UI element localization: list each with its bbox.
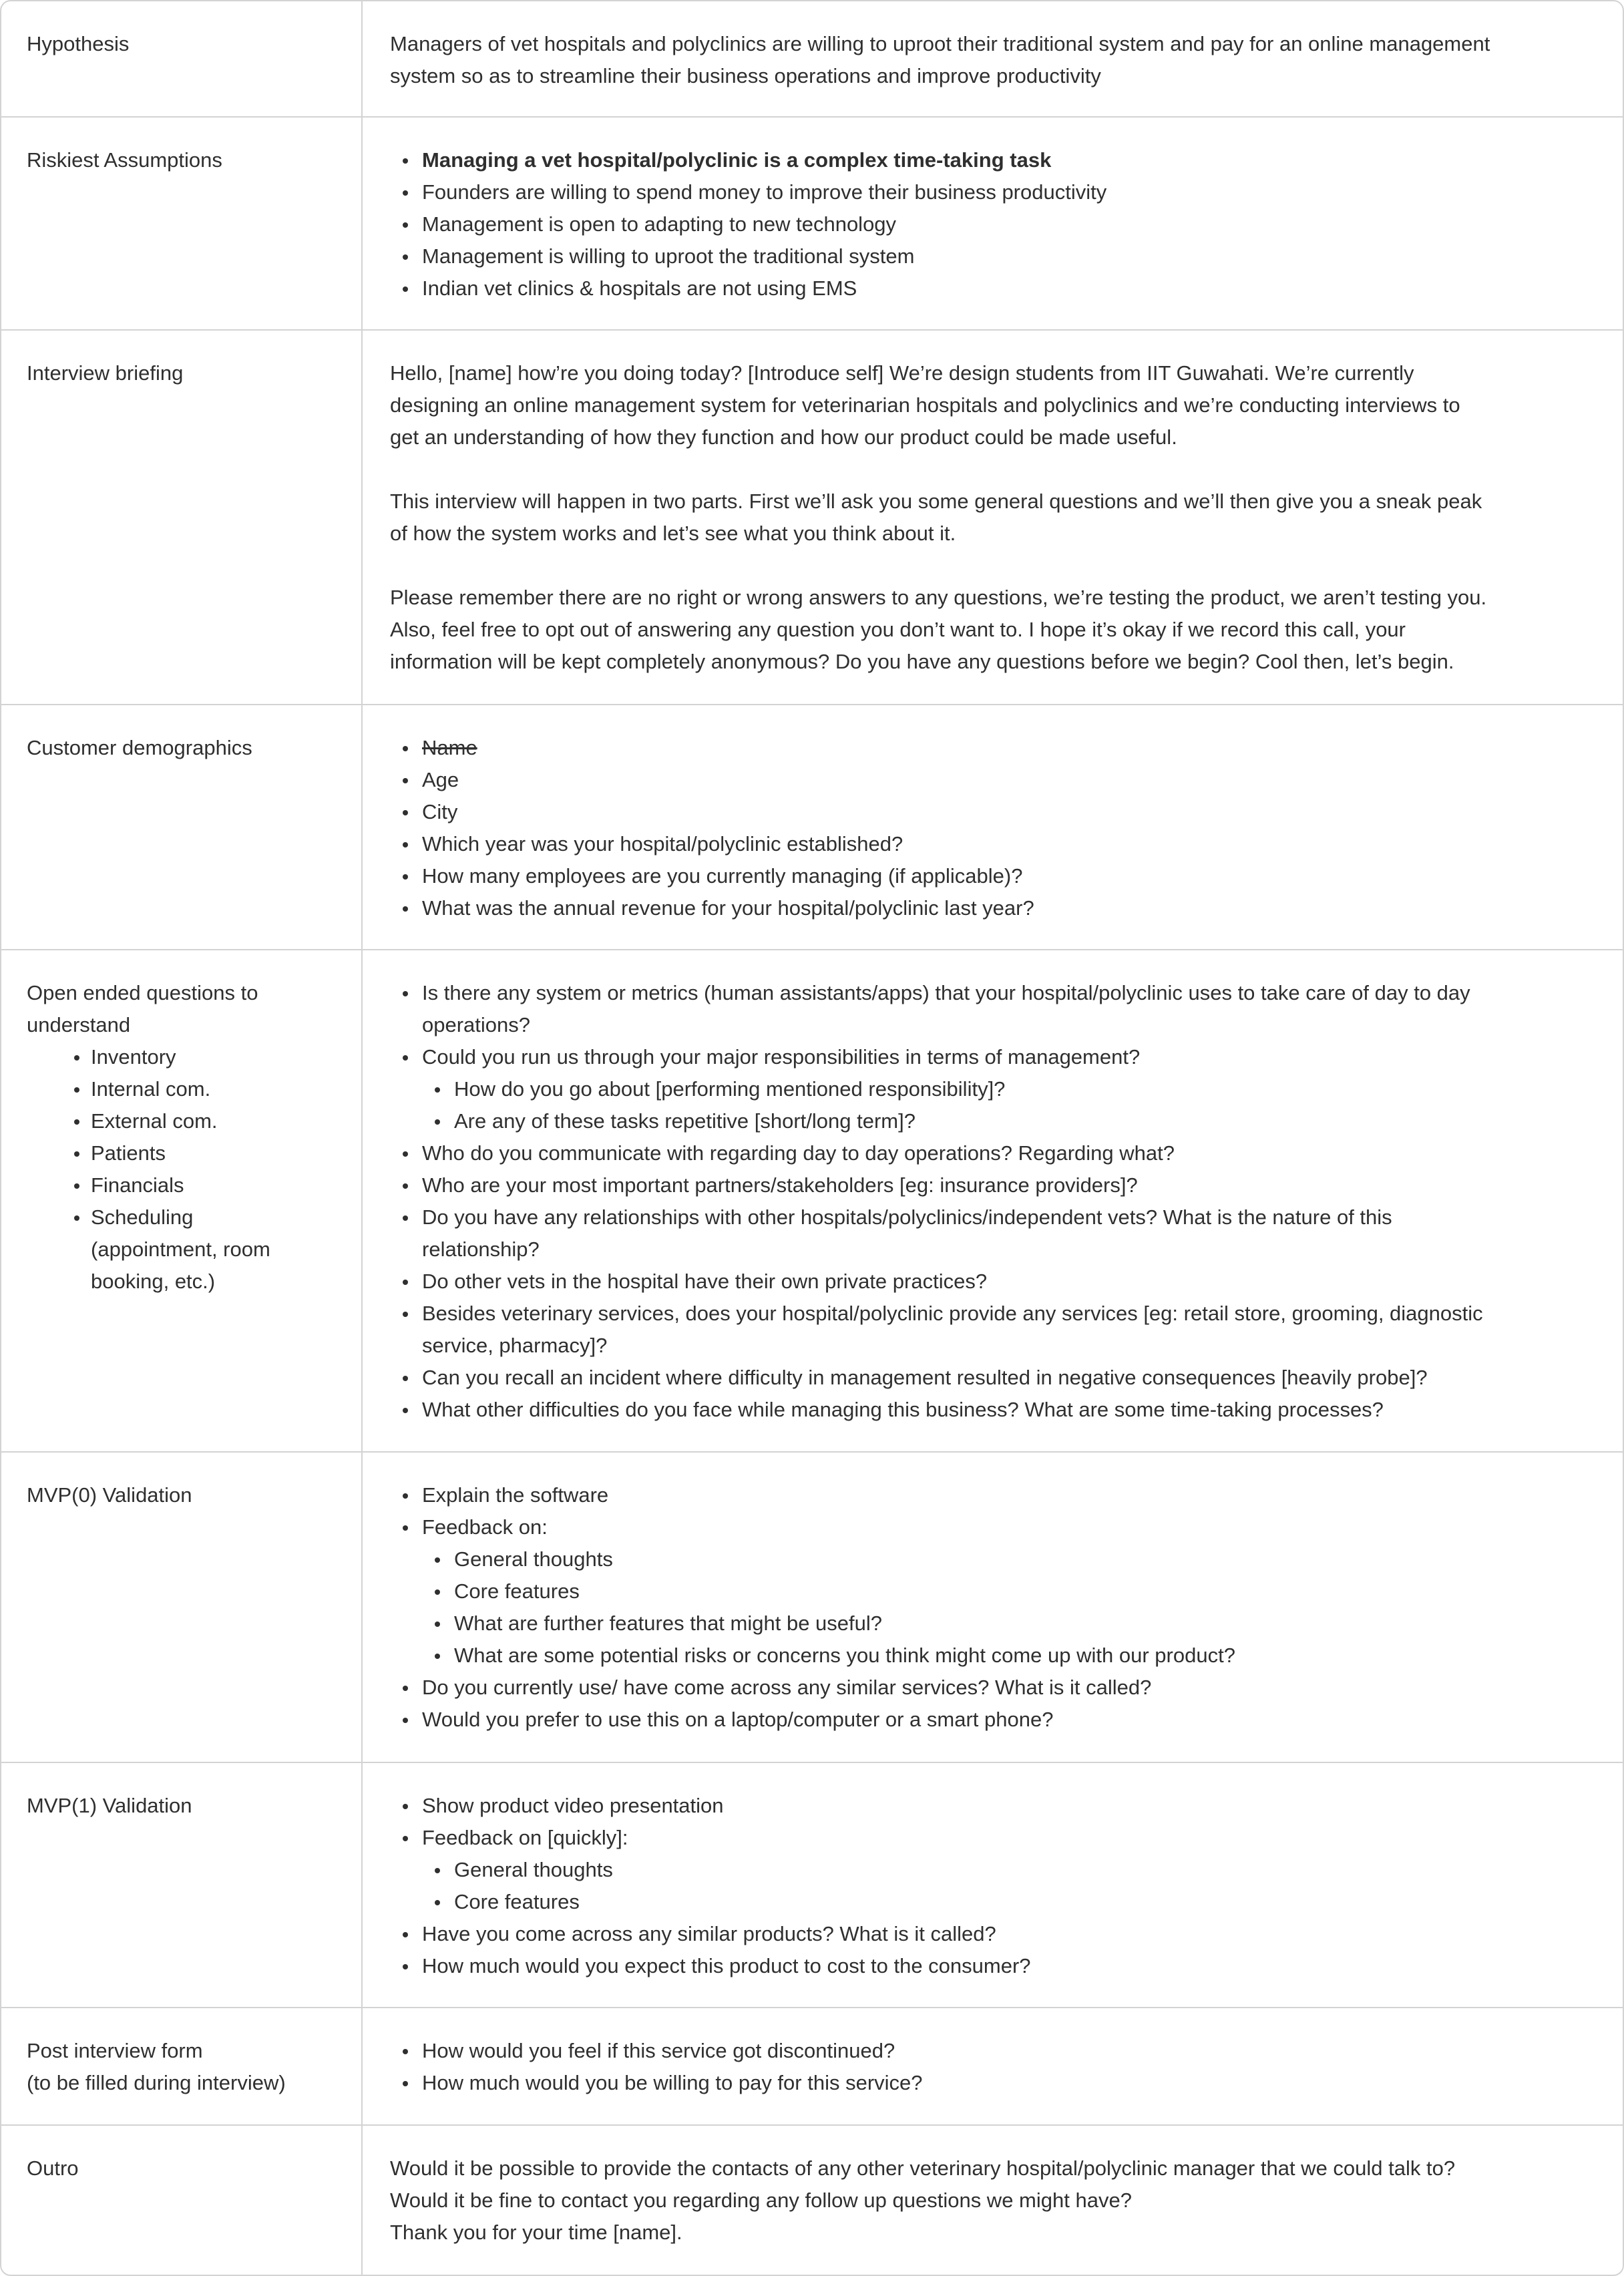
list-item-text: How many employees are you currently managing (if applicable)? [422,864,1023,888]
topic-item [27,1041,361,1073]
list-item-text: How much would you expect this product to cost to the consumer? [422,1954,1031,1977]
topic-item-text: Inventory [91,1045,176,1069]
sub-list-item [390,1575,1623,1607]
row-label: (to be filled during interview) [27,2071,286,2094]
list-item-text: Could you run us through your major responsibilities in terms of management? [422,1045,1141,1069]
row-content-cell [363,118,1623,329]
list-item-text: Do you currently use/ have come across any similar services? What is it called? [422,1676,1152,1699]
row-label: MVP(0) Validation [27,1483,192,1507]
row-outro [1,2126,1623,2276]
row-label-cell [1,331,363,704]
list-item-text: Core features [454,1890,580,1913]
list-item [390,1137,1623,1169]
list-item [390,1950,1623,1982]
paragraph-line: designing an online management system for veterinarian hospitals and polyclinics and we’re conducting interviews to [390,393,1460,417]
list-item [390,828,1623,860]
bullet-list [390,144,1623,305]
list-item [390,1041,1623,1073]
row-label-cell [1,705,363,949]
list-item-text: Managing a vet hospital/polyclinic is a complex time-taking task [422,148,1052,172]
paragraph-line: Would it be possible to provide the contacts of any other veterinary hospital/polyclinic manager that we could talk to? [390,2156,1456,2180]
sub-list-item [390,1073,1623,1105]
list-item-text: operations? [422,1013,531,1036]
topic-item-text: Scheduling [91,1205,194,1229]
row-open-ended-questions [1,950,1623,1453]
list-item-text: Management is open to adapting to new technology [422,212,897,236]
list-item-text: How do you go about [performing mentioned responsibility]? [454,1077,1006,1101]
sub-list-item [390,1886,1623,1918]
row-content-cell [363,1763,1623,2007]
paragraph-line: Would it be fine to contact you regarding any follow up questions we might have? [390,2189,1132,2212]
bullet-list [390,1479,1623,1736]
list-item [390,1394,1623,1426]
sub-list-item [390,1105,1623,1137]
list-item-text: service, pharmacy]? [422,1334,608,1357]
list-item-text: What are some potential risks or concerns you think might come up with our product? [454,1644,1235,1667]
list-item [390,240,1623,272]
paragraph-line: Also, feel free to opt out of answering any question you don’t want to. I hope it’s okay if we record this call, your [390,618,1406,641]
list-item-text: Founders are willing to spend money to improve their business productivity [422,180,1107,204]
list-item-text: What are further features that might be useful? [454,1611,883,1635]
topic-item-text: External com. [91,1109,218,1133]
list-item [390,2035,1623,2067]
row-interview-briefing [1,331,1623,705]
list-item [390,892,1623,924]
list-item-text: Would you prefer to use this on a laptop/computer or a smart phone? [422,1708,1054,1731]
list-item-text: General thoughts [454,1858,613,1881]
row-content-cell [363,2008,1623,2124]
paragraph [390,486,1623,550]
bullet-list [390,977,1623,1426]
row-hypothesis [1,1,1623,118]
list-item [390,2067,1623,2099]
sub-list-item [390,1854,1623,1886]
row-customer-demographics [1,705,1623,950]
list-item-text: relationship? [422,1238,540,1261]
row-content-cell [363,2126,1623,2276]
row-label: MVP(1) Validation [27,1794,192,1817]
list-item-text: How much would you be willing to pay for this service? [422,2071,923,2094]
sub-list-item [390,1607,1623,1640]
list-item [390,977,1623,1041]
list-item [390,796,1623,828]
paragraph [390,28,1623,92]
list-item-text: Age [422,768,459,791]
row-label: Interview briefing [27,361,184,385]
paragraph-line: Managers of vet hospitals and polyclinics are willing to uproot their traditional system and pay for an online management [390,32,1490,55]
list-item [390,208,1623,240]
paragraph-line: of how the system works and let’s see what you think about it. [390,522,956,545]
paragraph [390,2152,1623,2249]
row-content-cell [363,705,1623,949]
topic-item-text: Internal com. [91,1077,211,1101]
list-item [390,1362,1623,1394]
topic-item-text: (appointment, room [91,1238,270,1261]
sub-list-item [390,1543,1623,1575]
list-item [390,1266,1623,1298]
row-label-cell [1,1763,363,2007]
row-label-cell [1,1453,363,1762]
list-item-text: How would you feel if this service got discontinued? [422,2039,895,2062]
row-label-cell [1,118,363,329]
list-item-text: General thoughts [454,1547,613,1571]
list-item-text: Indian vet clinics & hospitals are not using EMS [422,276,857,300]
list-item [390,176,1623,208]
sub-list-item [390,1640,1623,1672]
list-item-text: Management is willing to uproot the traditional system [422,244,915,268]
list-item [390,1511,1623,1543]
list-item-text: Is there any system or metrics (human assistants/apps) that your hospital/polyclinic uses to take care of day to day [422,981,1470,1004]
paragraph-line: This interview will happen in two parts. First we’ll ask you some general questions and we’ll then give you a sneak peak [390,490,1482,513]
list-item [390,1479,1623,1511]
row-label-cell [1,2126,363,2276]
list-item-text: Explain the software [422,1483,609,1507]
list-item [390,860,1623,892]
paragraph [390,357,1623,453]
topic-item-text: booking, etc.) [91,1270,216,1293]
list-item-text: City [422,800,458,823]
topic-item-text: Patients [91,1141,166,1165]
row-label: Post interview form [27,2039,203,2062]
paragraph-line: information will be kept completely anonymous? Do you have any questions before we begin? Cool then, let’s begin. [390,650,1454,673]
row-content-cell [363,950,1623,1451]
row-label: Riskiest Assumptions [27,148,222,172]
list-item-text: Who are your most important partners/stakeholders [eg: insurance providers]? [422,1173,1138,1197]
bullet-list [390,1790,1623,1982]
topic-item [27,1137,361,1169]
list-item-text: Can you recall an incident where difficulty in management resulted in negative consequences [heavily probe]? [422,1366,1428,1389]
list-item [390,1169,1623,1201]
list-item-text: What other difficulties do you face while managing this business? What are some time-taking processes? [422,1398,1384,1421]
row-label: understand [27,1013,131,1036]
list-item [390,1201,1623,1266]
paragraph-line: system so as to streamline their business operations and improve productivity [390,64,1101,87]
topic-item [27,1073,361,1105]
row-label-cell [1,2008,363,2124]
list-item [390,1672,1623,1704]
row-label: Customer demographics [27,736,252,759]
list-item [390,1704,1623,1736]
list-item [390,1790,1623,1822]
bullet-list [390,2035,1623,2099]
row-label: Outro [27,2156,79,2180]
list-item-text: Do other vets in the hospital have their own private practices? [422,1270,988,1293]
list-item-text: Feedback on [quickly]: [422,1826,628,1849]
topic-item [27,1201,361,1298]
list-item-text: Which year was your hospital/polyclinic established? [422,832,903,856]
list-item [390,732,1623,764]
paragraph-line: Hello, [name] how’re you doing today? [Introduce self] We’re design students from IIT Guwahati. We’re currently [390,361,1414,385]
row-post-interview-form [1,2008,1623,2126]
row-content-cell [363,1,1623,116]
list-item [390,764,1623,796]
topic-item [27,1169,361,1201]
row-riskiest-assumptions [1,118,1623,331]
list-item-text: Are any of these tasks repetitive [short/long term]? [454,1109,916,1133]
list-item-text: Besides veterinary services, does your hospital/polyclinic provide any services [eg: retail store, grooming, diagnostic [422,1302,1483,1325]
row-mvp0-validation [1,1453,1623,1763]
list-item-text: Show product video presentation [422,1794,724,1817]
paragraph [390,582,1623,678]
row-content-cell [363,331,1623,704]
paragraph-line: Please remember there are no right or wrong answers to any questions, we’re testing the product, we aren’t testing you. [390,586,1487,609]
list-item [390,144,1623,176]
paragraph-line: Thank you for your time [name]. [390,2221,682,2244]
list-item-text: Name [422,736,477,759]
list-item [390,1298,1623,1362]
list-item-text: Core features [454,1579,580,1603]
bullet-list [390,732,1623,924]
list-item [390,1822,1623,1854]
topic-list [27,1041,361,1298]
list-item-text: Feedback on: [422,1515,548,1539]
row-label: Hypothesis [27,32,130,55]
list-item-text: Do you have any relationships with other hospitals/polyclinics/independent vets? What is the nature of this [422,1205,1392,1229]
list-item-text: What was the annual revenue for your hospital/polyclinic last year? [422,896,1034,920]
topic-item [27,1105,361,1137]
row-label-cell [1,950,363,1451]
row-label-cell [1,1,363,116]
list-item [390,272,1623,305]
list-item-text: Have you come across any similar products? What is it called? [422,1922,996,1945]
row-label: Open ended questions to [27,981,258,1004]
list-item-text: Who do you communicate with regarding day to day operations? Regarding what? [422,1141,1175,1165]
row-content-cell [363,1453,1623,1762]
row-mvp1-validation [1,1763,1623,2008]
topic-item-text: Financials [91,1173,184,1197]
list-item [390,1918,1623,1950]
paragraph-line: get an understanding of how they function and how our product could be made useful. [390,425,1177,449]
